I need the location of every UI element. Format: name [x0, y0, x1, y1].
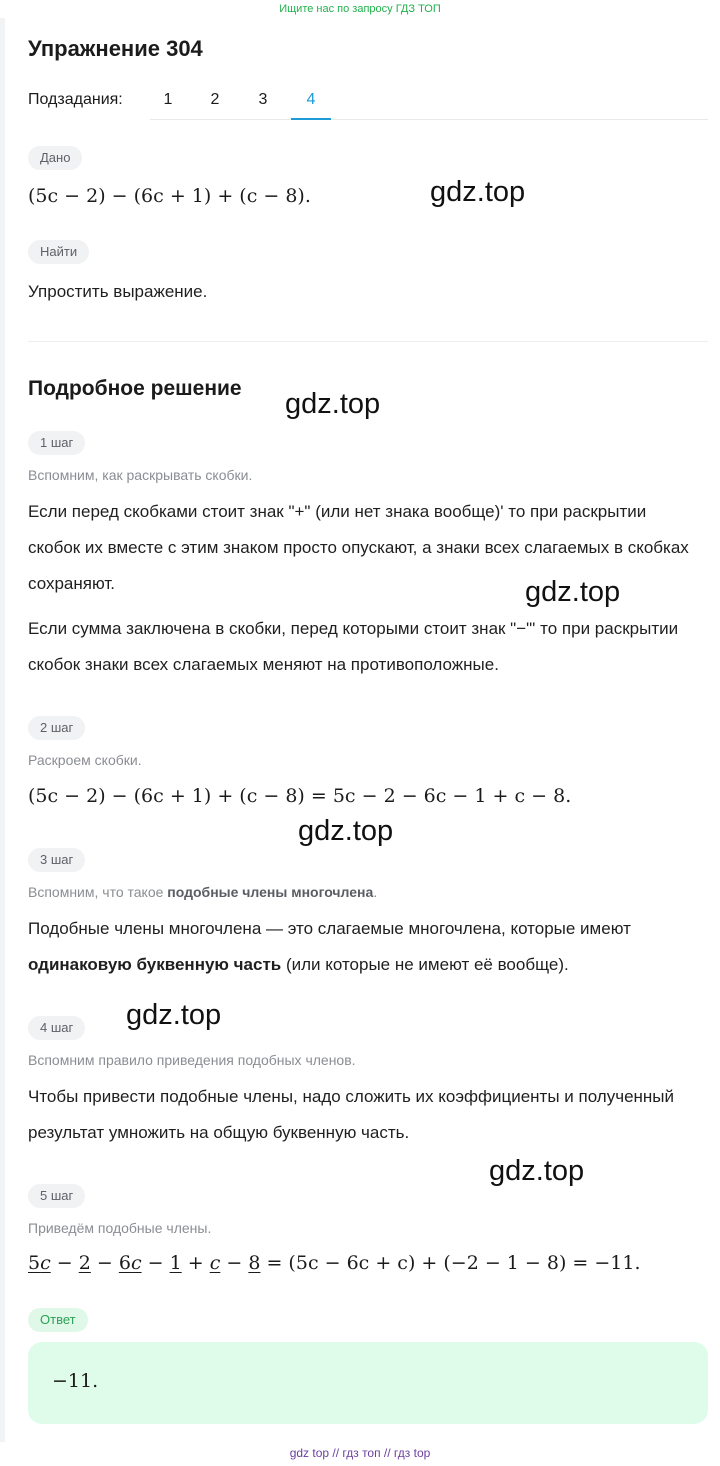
solution-title: Подробное решение	[28, 377, 242, 400]
left-rail	[0, 18, 5, 1442]
step-5-badge: 5 шаг	[28, 1184, 85, 1208]
given-expression: (5c − 2) − (6c + 1) + (c − 8).	[28, 185, 311, 207]
step-3-badge: 3 шаг	[28, 848, 85, 872]
given-badge: Дано	[28, 146, 82, 170]
tabs-divider	[150, 119, 708, 120]
step-1-paragraph-1: Если перед скобками стоит знак "+" (или нет знака вообще)' то при раскрытии скобок их вместе с этим знаком просто опускают, а знаки всех слагаемых в скобках сохраняют.	[28, 502, 689, 593]
step-4-badge: 4 шаг	[28, 1016, 85, 1040]
step-3-text-suffix: (или которые не имеют её вообще).	[281, 955, 569, 974]
section-divider	[28, 341, 708, 342]
step-1-paragraph-2: Если сумма заключена в скобки, перед которыми стоит знак "−"' то при раскрытии скобок знаки всех слагаемых меняют на противоположные.	[28, 619, 679, 674]
step-5-expression: 5c − 2 − 6c − 1 + c − 8 = (5c − 6c + c) + (−2 − 1 − 8) = −11.	[28, 1252, 641, 1274]
step-4-hint: Вспомним правило приведения подобных членов.	[28, 1052, 356, 1068]
step-5-hint: Приведём подобные члены.	[28, 1220, 212, 1236]
find-text: Упростить выражение.	[28, 282, 208, 301]
watermark: gdz.top	[430, 176, 526, 208]
step-3-text-prefix: Подобные члены многочлена — это слагаемые многочлена, которые имеют	[28, 919, 631, 938]
watermark: gdz.top	[525, 576, 621, 608]
step-3-hint-suffix: .	[373, 884, 378, 900]
tab-subtask-4[interactable]: 4	[306, 91, 316, 108]
tab-subtask-3[interactable]: 3	[258, 91, 268, 108]
find-badge: Найти	[28, 240, 89, 264]
step-2-badge: 2 шаг	[28, 716, 85, 740]
step-3-hint-prefix: Вспомним, что такое	[28, 884, 168, 900]
top-banner[interactable]: Ищите нас по запросу ГДЗ ТОП	[279, 3, 441, 15]
answer-box	[28, 1342, 708, 1424]
step-4-text: Чтобы привести подобные члены, надо сложить их коэффициенты и полученный результат умножить на общую буквенную часть.	[28, 1087, 675, 1142]
step-5-expression-right: = (5c − 6c + c) + (−2 − 1 − 8) = −11.	[260, 1252, 641, 1274]
step-3-text	[28, 911, 698, 983]
step-2-hint: Раскроем скобки.	[28, 752, 142, 768]
step-1-badge: 1 шаг	[28, 431, 85, 455]
watermark: gdz.top	[285, 388, 381, 420]
tab-subtask-1[interactable]: 1	[163, 91, 173, 108]
footer-links[interactable]: gdz top // гдз топ // гдз top	[289, 1446, 431, 1460]
step-2-expression: (5c − 2) − (6c + 1) + (c − 8) = 5c − 2 − 6c − 1 + c − 8.	[28, 785, 572, 807]
subtasks-label: Подзадания:	[28, 91, 123, 108]
page-title: Упражнение 304	[28, 36, 203, 61]
watermark: gdz.top	[298, 815, 394, 847]
watermark: gdz.top	[126, 999, 222, 1031]
answer-badge: Ответ	[28, 1308, 88, 1332]
answer-value: −11.	[52, 1370, 99, 1392]
step-3-text-bold: одинаковую буквенную часть	[28, 955, 282, 974]
step-3-hint-bold: подобные члены многочлена	[167, 884, 374, 900]
active-tab-indicator	[291, 118, 331, 120]
step-3-hint	[28, 884, 377, 900]
step-1-hint: Вспомним, как раскрывать скобки.	[28, 467, 253, 483]
watermark: gdz.top	[489, 1155, 585, 1187]
tab-subtask-2[interactable]: 2	[210, 91, 220, 108]
